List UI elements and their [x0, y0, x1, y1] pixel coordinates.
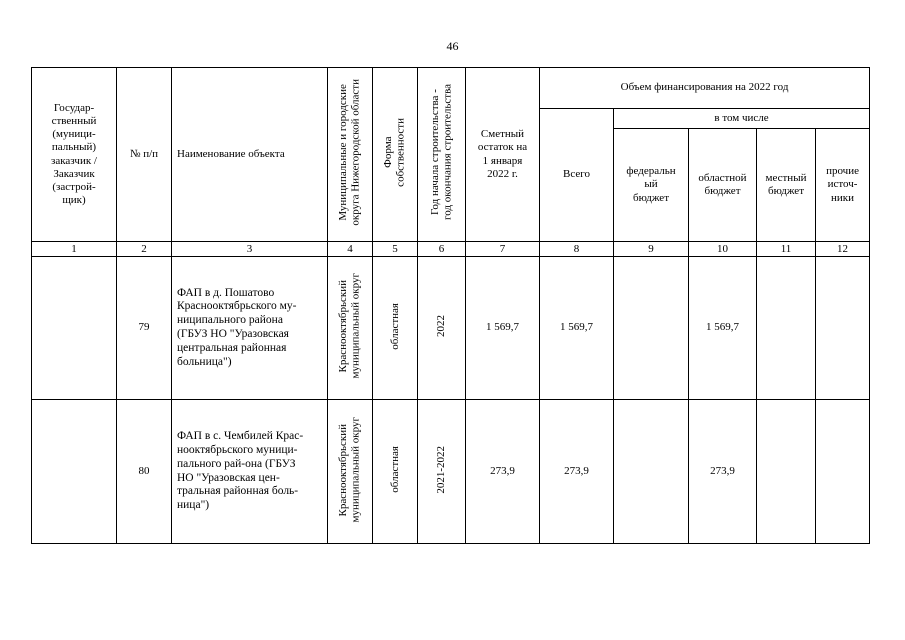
cell-local: [757, 257, 816, 400]
cell-object-name: ФАП в д. Пошатово Краснооктябрьского му- ниципального района (ГБУЗ НО "Уразовская центральная районная больница"): [172, 257, 328, 400]
header-ownership: Форма собственности: [373, 68, 418, 242]
header-customer: Государ- ственный (муници- пальный) заказчик / Заказчик (застрой- щик): [32, 68, 117, 242]
header-other: прочие источ- ники: [816, 129, 870, 242]
cell-municipality: Краснооктябрьский муниципальный округ: [328, 257, 373, 400]
cell-federal: [614, 400, 689, 544]
header-including: в том числе: [614, 109, 870, 129]
column-number: 5: [373, 242, 418, 257]
page-number: 46: [446, 39, 459, 53]
cell-object-name: ФАП в с. Чембилей Крас- нооктябрьского муници- пального рай-она (ГБУЗ НО "Уразовская цен- тральная районная боль- ница"): [172, 400, 328, 544]
cell-estimate: 1 569,7: [466, 257, 540, 400]
cell-customer: [32, 400, 117, 544]
column-number: 4: [328, 242, 373, 257]
column-number-row: [32, 242, 870, 257]
column-number: 12: [816, 242, 870, 257]
cell-regional: 1 569,7: [689, 257, 757, 400]
cell-total: 1 569,7: [540, 257, 614, 400]
cell-customer: [32, 257, 117, 400]
column-number: 7: [466, 242, 540, 257]
cell-num: 79: [117, 257, 172, 400]
cell-federal: [614, 257, 689, 400]
header-row-1: [32, 68, 870, 109]
header-regional: областной бюджет: [689, 129, 757, 242]
cell-local: [757, 400, 816, 544]
cell-ownership: областная: [373, 400, 418, 544]
header-num: № п/п: [117, 68, 172, 242]
table-row: [32, 257, 870, 400]
cell-municipality: Краснооктябрьский муниципальный округ: [328, 400, 373, 544]
header-estimate: Сметный остаток на 1 января 2022 г.: [466, 68, 540, 242]
header-local: местный бюджет: [757, 129, 816, 242]
column-number: 10: [689, 242, 757, 257]
cell-years: 2021-2022: [418, 400, 466, 544]
column-number: 11: [757, 242, 816, 257]
header-funding-title: Объем финансирования на 2022 год: [540, 68, 870, 109]
cell-regional: 273,9: [689, 400, 757, 544]
cell-estimate: 273,9: [466, 400, 540, 544]
cell-other: [816, 257, 870, 400]
cell-total: 273,9: [540, 400, 614, 544]
column-number: 8: [540, 242, 614, 257]
header-federal: федеральн ый бюджет: [614, 129, 689, 242]
header-municipality: Муниципальные и городские округа Нижегородской области: [328, 68, 373, 242]
cell-num: 80: [117, 400, 172, 544]
column-number: 2: [117, 242, 172, 257]
column-number: 1: [32, 242, 117, 257]
table-row: [32, 400, 870, 544]
header-total: Всего: [540, 109, 614, 242]
cell-ownership: областная: [373, 257, 418, 400]
column-number: 3: [172, 242, 328, 257]
financing-table: [31, 67, 870, 544]
header-object-name: Наименование объекта: [172, 68, 328, 242]
cell-other: [816, 400, 870, 544]
column-number: 9: [614, 242, 689, 257]
cell-years: 2022: [418, 257, 466, 400]
header-years: Год начала строительства - год окончания строительства: [418, 68, 466, 242]
column-number: 6: [418, 242, 466, 257]
